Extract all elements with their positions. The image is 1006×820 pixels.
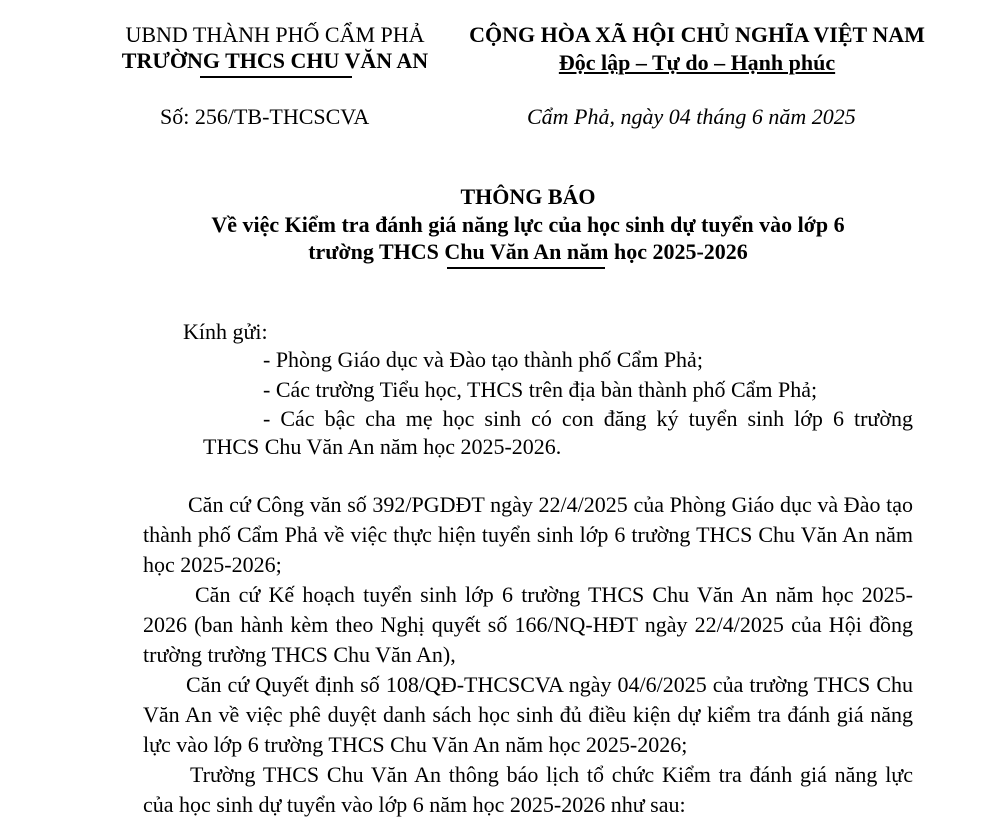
- nation-title: CỘNG HÒA XÃ HỘI CHỦ NGHĨA VIỆT NAM: [469, 22, 925, 47]
- issuing-authority: UBND THÀNH PHỐ CẨM PHẢ: [125, 22, 425, 47]
- title-underline: [447, 267, 605, 269]
- document-subtitle-line1: Về việc Kiểm tra đánh giá năng lực của học sinh dự tuyển vào lớp 6: [211, 212, 845, 237]
- recipient-item: - Phòng Giáo dục và Đào tạo thành phố Cẩm Phả;: [263, 347, 703, 372]
- school-name-underline: [200, 76, 352, 78]
- document-number: Số: 256/TB-THCSCVA: [160, 104, 370, 129]
- recipient-item-continuation: THCS Chu Văn An năm học 2025-2026.: [203, 434, 562, 459]
- document-title: THÔNG BÁO: [460, 184, 596, 209]
- paragraph-legal-basis-3: Căn cứ Quyết định số 108/QĐ-THCSCVA ngày 04/6/2025 của trường THCS Chu Văn An về việc phê duyệt danh sách học sinh đủ điều kiện dự kiểm tra đánh giá năng lực vào lớp 6 trường THCS Chu Văn An năm học 2025-2026;: [143, 672, 913, 757]
- recipients-label: Kính gửi:: [183, 319, 268, 344]
- place-and-date: Cẩm Phả, ngày 04 tháng 6 năm 2025: [527, 104, 856, 129]
- document-subtitle-line2: trường THCS Chu Văn An năm học 2025-2026: [308, 239, 748, 264]
- school-name: TRƯỜNG THCS CHU VĂN AN: [121, 48, 429, 73]
- paragraph-legal-basis-1: Căn cứ Công văn số 392/PGDĐT ngày 22/4/2025 của Phòng Giáo dục và Đào tạo thành phố Cẩm Phả về việc thực hiện tuyển sinh lớp 6 trường THCS Chu Văn An năm học 2025-2026;: [143, 492, 913, 577]
- paragraph-announcement: Trường THCS Chu Văn An thông báo lịch tổ chức Kiểm tra đánh giá năng lực của học sinh dự tuyển vào lớp 6 năm học 2025-2026 như sau:: [143, 762, 913, 817]
- recipient-item: - Các trường Tiểu học, THCS trên địa bàn thành phố Cẩm Phả;: [263, 377, 818, 402]
- body-paragraphs: [143, 490, 913, 820]
- paragraph-legal-basis-2: Căn cứ Kế hoạch tuyển sinh lớp 6 trường THCS Chu Văn An năm học 2025-2026 (ban hành kèm theo Nghị quyết số 166/NQ-HĐT ngày 22/4/2025 của Hội đồng trường trường THCS Chu Văn An),: [143, 582, 913, 667]
- national-motto: Độc lập – Tự do – Hạnh phúc: [558, 50, 836, 75]
- recipient-item: - Các bậc cha mẹ học sinh có con đăng ký tuyển sinh lớp 6 trường: [263, 406, 913, 431]
